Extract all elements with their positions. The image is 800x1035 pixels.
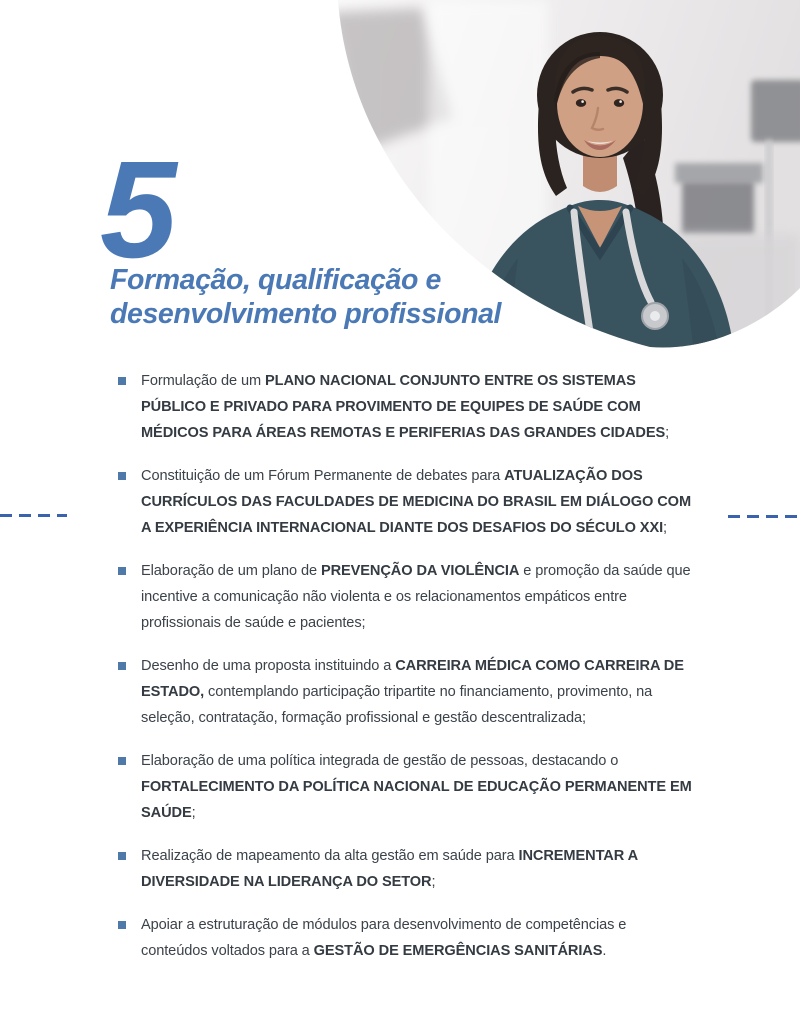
list-item-text — [141, 373, 669, 441]
regular-text: ; — [191, 805, 196, 821]
section-title-line-1: Formação, qualificação e — [110, 264, 441, 296]
regular-text: contemplando participação tripartite no financiamento, provimento, na seleção, contratação, formação profissional e gestão descentralizada; — [141, 684, 653, 726]
action-items-list — [118, 368, 692, 981]
emphasized-text: ATUALIZAÇÃO DOS CURRÍCULOS DAS FACULDADES DE MEDICINA DO BRASIL EM DIÁLOGO COM A EXPERIÊNCIA INTERNACIONAL DIANTE DOS DESAFIOS DO SÉCULO XXI — [141, 468, 691, 536]
section-title-line-2: desenvolvimento profissional — [110, 297, 502, 330]
regular-text: Desenho de uma proposta instituindo a — [141, 658, 396, 674]
left-dashed-line-icon — [0, 514, 67, 517]
list-item-text — [141, 917, 626, 959]
bullet-square-icon — [118, 567, 126, 575]
list-item-text — [141, 563, 691, 631]
emphasized-text: PLANO NACIONAL CONJUNTO ENTRE OS SISTEMAS PÚBLICO E PRIVADO PARA PROVIMENTO DE EQUIPES DE SAÚDE COM MÉDICOS PARA ÁREAS REMOTAS E PERIFERIAS DAS GRANDES CIDADES — [141, 373, 666, 441]
emphasized-text: PREVENÇÃO DA VIOLÊNCIA — [320, 563, 520, 579]
right-dashed-line-icon — [728, 515, 800, 518]
list-item — [118, 558, 692, 636]
bullet-square-icon — [118, 921, 126, 929]
bullet-square-icon — [118, 377, 126, 385]
regular-text: ; — [663, 520, 668, 536]
bullet-square-icon — [118, 662, 126, 670]
list-item-text — [141, 468, 691, 536]
list-item — [118, 368, 692, 446]
emphasized-text: GESTÃO DE EMERGÊNCIAS SANITÁRIAS — [313, 943, 603, 959]
list-item-text — [141, 848, 638, 890]
list-item — [118, 912, 692, 964]
list-item — [118, 463, 692, 541]
regular-text: Elaboração de uma política integrada de gestão de pessoas, destacando o — [141, 753, 619, 769]
list-item-text — [141, 658, 684, 726]
regular-text: e promoção da saúde que incentive a comunicação não violenta e os relacionamentos empáticos entre profissionais de saúde e pacientes; — [141, 563, 691, 631]
bullet-square-icon — [118, 852, 126, 860]
regular-text: . — [602, 943, 607, 959]
section-title — [110, 264, 501, 331]
emphasized-text: CARREIRA MÉDICA COMO CARREIRA DE ESTADO, — [141, 658, 684, 700]
regular-text: ; — [665, 425, 670, 441]
list-item — [118, 843, 692, 895]
regular-text: Constituição de um Fórum Permanente de debates para — [141, 468, 505, 484]
emphasized-text: INCREMENTAR A DIVERSIDADE NA LIDERANÇA DO SETOR — [141, 848, 638, 890]
regular-text: Realização de mapeamento da alta gestão em saúde para — [141, 848, 519, 864]
list-item — [118, 748, 692, 826]
regular-text: Formulação de um — [141, 373, 266, 389]
bullet-square-icon — [118, 472, 126, 480]
regular-text: Apoiar a estruturação de módulos para desenvolvimento de competências e conteúdos voltados para a — [141, 917, 627, 959]
bullet-square-icon — [118, 757, 126, 765]
emphasized-text: FORTALECIMENTO DA POLÍTICA NACIONAL DE EDUCAÇÃO PERMANENTE EM SAÚDE — [141, 779, 692, 821]
regular-text: ; — [431, 874, 436, 890]
regular-text: Elaboração de um plano de — [141, 563, 321, 579]
section-number: 5 — [100, 133, 173, 287]
list-item — [118, 653, 692, 731]
list-item-text — [141, 753, 692, 821]
